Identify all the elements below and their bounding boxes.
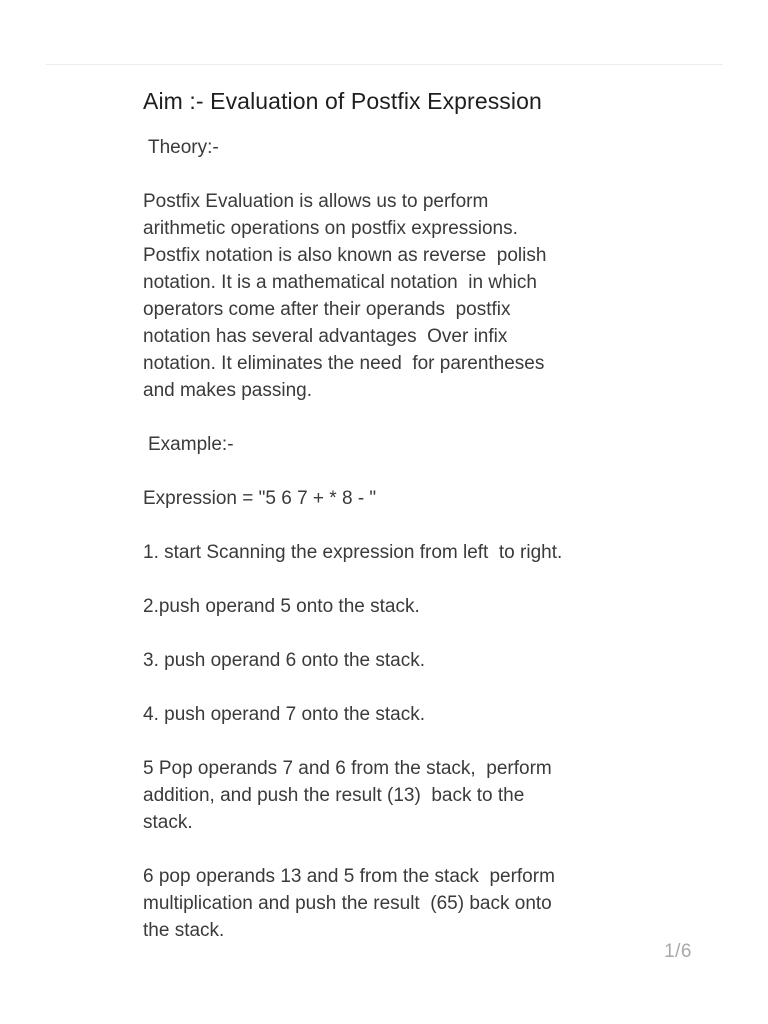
expression-line [143, 485, 703, 512]
step-2 [143, 593, 703, 620]
theory-line: notation. It is a mathematical notation in which [143, 272, 537, 293]
step-line: the stack. [143, 920, 225, 941]
theory-line: notation. It eliminates the need for parentheses [143, 353, 545, 374]
step-line: addition, and push the result (13) back to the [143, 785, 525, 806]
page-indicator: 1/6 [664, 941, 692, 962]
step-4 [143, 701, 703, 728]
step-line: 2.push operand 5 onto the stack. [143, 596, 420, 617]
theory-line: arithmetic operations on postfix expressions. [143, 218, 518, 239]
document-title: Aim :- Evaluation of Postfix Expression [143, 88, 542, 114]
theory-line: operators come after their operands postfix [143, 299, 511, 320]
theory-line: Postfix notation is also known as reverse polish [143, 245, 547, 266]
theory-heading: Theory:- [148, 137, 219, 158]
example-heading: Example:- [148, 434, 234, 455]
step-line: 4. push operand 7 onto the stack. [143, 704, 426, 725]
step-line: 6 pop operands 13 and 5 from the stack perform [143, 866, 555, 887]
document-body [143, 86, 703, 944]
theory-line: Postfix Evaluation is allows us to perform [143, 191, 489, 212]
step-5 [143, 755, 703, 836]
step-3 [143, 647, 703, 674]
step-line: multiplication and push the result (65) back onto [143, 893, 552, 914]
step-line: 3. push operand 6 onto the stack. [143, 650, 426, 671]
theory-line: and makes passing. [143, 380, 312, 401]
step-line: 5 Pop operands 7 and 6 from the stack, perform [143, 758, 552, 779]
step-line: stack. [143, 812, 193, 833]
step-6 [143, 863, 703, 944]
top-divider [46, 64, 723, 65]
step-1 [143, 539, 703, 566]
theory-line: notation has several advantages Over infix [143, 326, 508, 347]
expression-text: Expression = "5 6 7 + * 8 - " [143, 488, 377, 509]
theory-paragraph [143, 188, 703, 404]
step-line: 1. start Scanning the expression from left to right. [143, 542, 563, 563]
